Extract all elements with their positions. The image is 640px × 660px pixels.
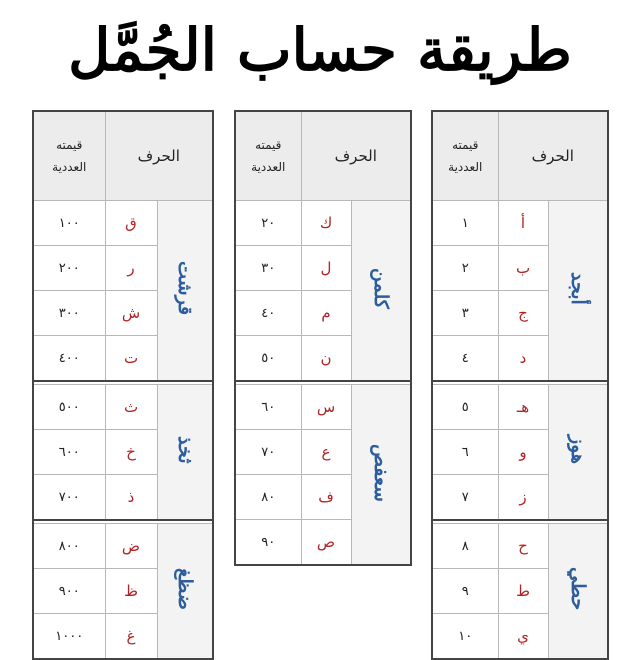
page-title: طريقة حساب الجُمَّل xyxy=(68,16,572,84)
value-cell: ٤ xyxy=(432,336,498,382)
abjad-table-2 xyxy=(234,110,412,566)
header-letter: الحرف xyxy=(301,111,411,201)
group-word: هوز xyxy=(548,385,608,521)
letter-cell: ي xyxy=(498,614,548,660)
letter-cell: ش xyxy=(105,291,157,336)
letter-cell: ض xyxy=(105,524,157,569)
letter-cell: ب xyxy=(498,246,548,291)
group-word: أبجد xyxy=(548,201,608,382)
value-cell: ٨٠ xyxy=(235,475,301,520)
letter-cell: ت xyxy=(105,336,157,382)
letter-cell: غ xyxy=(105,614,157,660)
value-cell: ٦ xyxy=(432,430,498,475)
group-word: كلمن xyxy=(351,201,411,382)
value-cell: ٦٠ xyxy=(235,385,301,430)
value-cell: ٦٠٠ xyxy=(33,430,105,475)
letter-cell: هـ xyxy=(498,385,548,430)
value-cell: ١٠ xyxy=(432,614,498,660)
letter-cell: ط xyxy=(498,569,548,614)
value-cell: ٥٠ xyxy=(235,336,301,382)
letter-cell: ع xyxy=(301,430,351,475)
group-word: قرشت xyxy=(157,201,213,382)
header-value: قيمته العددية xyxy=(33,111,105,201)
letter-cell: أ xyxy=(498,201,548,246)
letter-cell: س xyxy=(301,385,351,430)
value-cell: ٨ xyxy=(432,524,498,569)
value-cell: ٩٠ xyxy=(235,520,301,566)
letter-cell: ج xyxy=(498,291,548,336)
value-cell: ٢٠٠ xyxy=(33,246,105,291)
abjad-table-3 xyxy=(32,110,214,660)
value-cell: ٥ xyxy=(432,385,498,430)
value-cell: ٩٠٠ xyxy=(33,569,105,614)
letter-cell: ق xyxy=(105,201,157,246)
value-cell: ٤٠٠ xyxy=(33,336,105,382)
value-cell: ٣٠ xyxy=(235,246,301,291)
group-word: حطي xyxy=(548,524,608,660)
letter-cell: خ xyxy=(105,430,157,475)
letter-cell: ك xyxy=(301,201,351,246)
header-letter: الحرف xyxy=(105,111,213,201)
letter-cell: م xyxy=(301,291,351,336)
value-cell: ٨٠٠ xyxy=(33,524,105,569)
header-letter: الحرف xyxy=(498,111,608,201)
letter-cell: ف xyxy=(301,475,351,520)
letter-cell: و xyxy=(498,430,548,475)
group-word: ضظغ xyxy=(157,524,213,660)
letter-cell: ظ xyxy=(105,569,157,614)
value-cell: ١٠٠ xyxy=(33,201,105,246)
value-cell: ٤٠ xyxy=(235,291,301,336)
group-word: سعفص xyxy=(351,385,411,566)
value-cell: ٧ xyxy=(432,475,498,521)
letter-cell: ذ xyxy=(105,475,157,521)
letter-cell: ث xyxy=(105,385,157,430)
letter-cell: د xyxy=(498,336,548,382)
value-cell: ٥٠٠ xyxy=(33,385,105,430)
letter-cell: ر xyxy=(105,246,157,291)
value-cell: ٢٠ xyxy=(235,201,301,246)
value-cell: ٧٠٠ xyxy=(33,475,105,521)
value-cell: ١٠٠٠ xyxy=(33,614,105,660)
value-cell: ٩ xyxy=(432,569,498,614)
value-cell: ٢ xyxy=(432,246,498,291)
header-value: قيمته العددية xyxy=(432,111,498,201)
header-value: قيمته العددية xyxy=(235,111,301,201)
letter-cell: ح xyxy=(498,524,548,569)
letter-cell: ن xyxy=(301,336,351,382)
abjad-table-1 xyxy=(431,110,609,660)
value-cell: ٣٠٠ xyxy=(33,291,105,336)
value-cell: ٧٠ xyxy=(235,430,301,475)
group-word: ثخذ xyxy=(157,385,213,521)
value-cell: ١ xyxy=(432,201,498,246)
letter-cell: ص xyxy=(301,520,351,566)
value-cell: ٣ xyxy=(432,291,498,336)
letter-cell: ل xyxy=(301,246,351,291)
letter-cell: ز xyxy=(498,475,548,521)
